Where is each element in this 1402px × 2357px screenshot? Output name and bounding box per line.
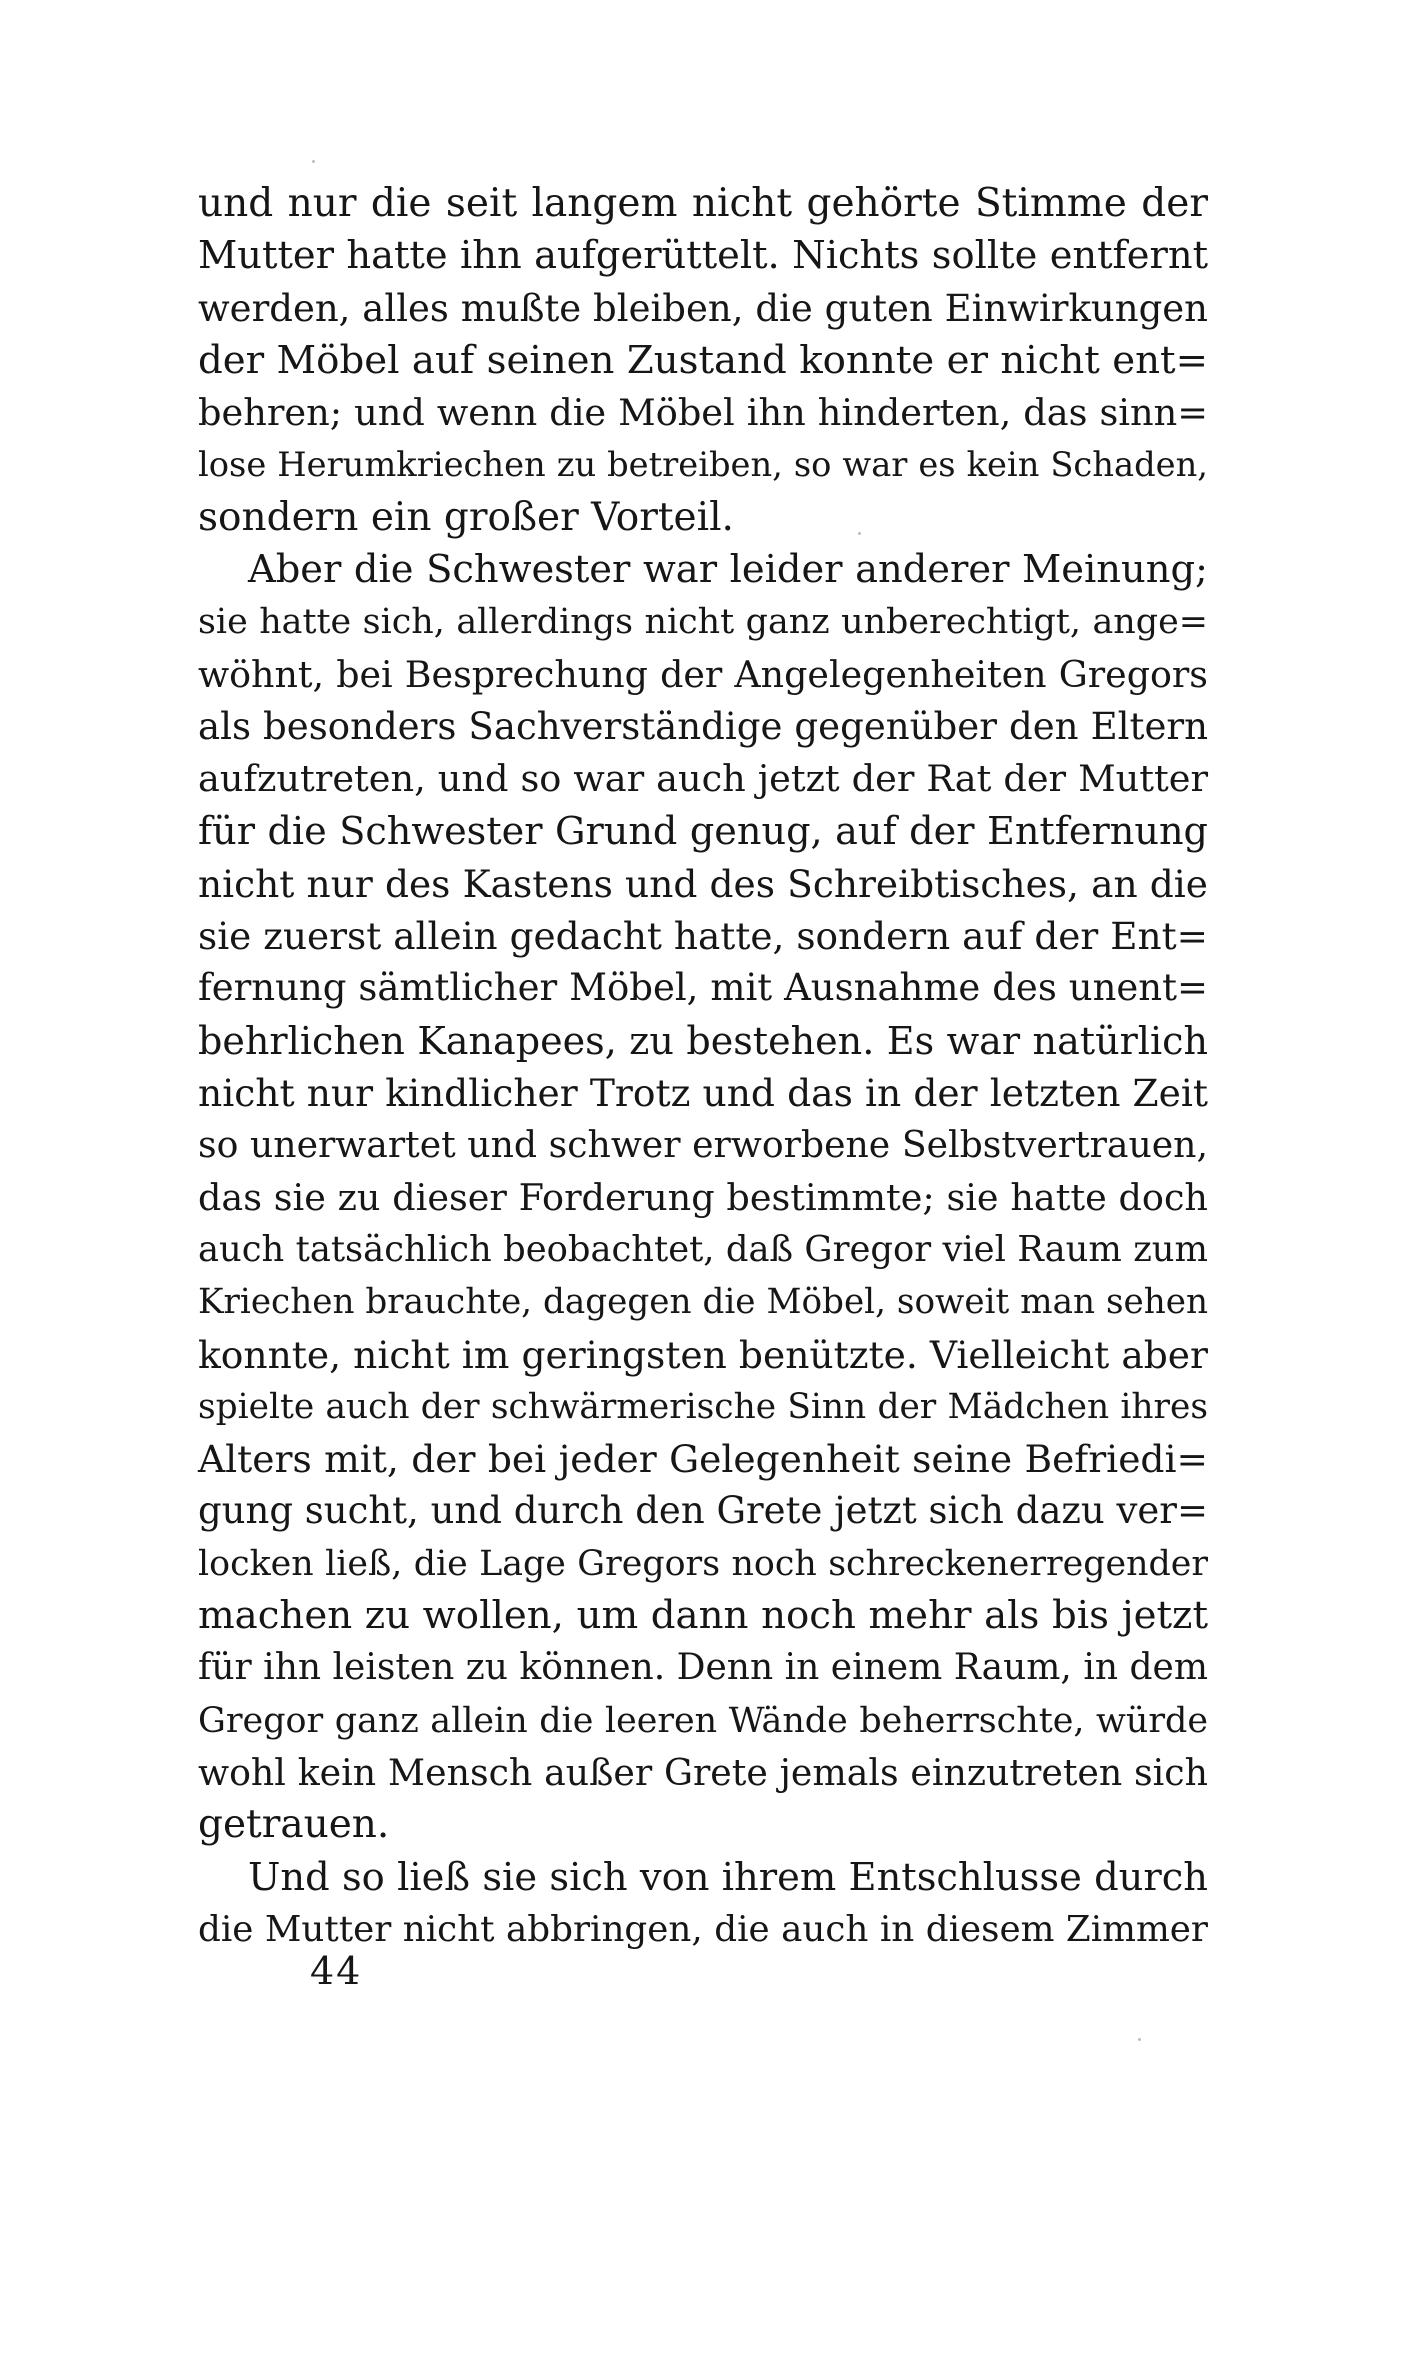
text-line: sondern ein großer Vorteil. (198, 494, 734, 540)
text-line: auch tatsächlich beobachtet, daß Gregor viel Raum zum (198, 1228, 1208, 1270)
text-line: aufzutreten, und so war auch jetzt der Rat der Mutter (198, 757, 1208, 801)
paper-speck (858, 532, 861, 535)
text-line: Alters mit, der bei jeder Gelegenheit seine Befriedi= (198, 1437, 1208, 1482)
text-line: der Möbel auf seinen Zustand konnte er nicht ent= (198, 337, 1208, 383)
text-line: werden, alles mußte bleiben, die guten Einwirkungen (198, 286, 1208, 330)
text-line: Mutter hatte ihn aufgerüttelt. Nichts sollte entfernt (198, 233, 1208, 279)
text-line: spielte auch der schwärmerische Sinn der Mädchen ihres (198, 1386, 1208, 1427)
paper-speck (312, 160, 315, 163)
text-line: und nur die seit langem nicht gehörte Stimme der (198, 181, 1208, 226)
text-line: behrlichen Kanapees, zu bestehen. Es war natürlich (198, 1018, 1208, 1063)
text-line: konnte, nicht im geringsten benützte. Vielleicht aber (198, 1332, 1208, 1377)
text-line: sie hatte sich, allerdings nicht ganz unberechtigt, ange= (198, 602, 1208, 643)
text-line: Und so ließ sie sich von ihrem Entschlusse durch (248, 1854, 1208, 1900)
text-line: das sie zu dieser Forderung bestimmte; sie hatte doch (198, 1175, 1208, 1219)
text-line: fernung sämtlicher Möbel, mit Ausnahme des unent= (198, 966, 1208, 1010)
text-line: gung sucht, und durch den Grete jetzt sich dazu ver= (198, 1489, 1208, 1533)
text-line: als besonders Sachverständige gegenüber den Eltern (198, 704, 1208, 748)
text-line: die Mutter nicht abbringen, die auch in diesem Zimmer (198, 1908, 1208, 1950)
text-line: für ihn leisten zu können. Denn in einem Raum, in dem (198, 1647, 1208, 1689)
text-line: so unerwartet und schwer erworbene Selbstvertrauen, (198, 1123, 1208, 1167)
text-line: locken ließ, die Lage Gregors noch schreckenerregender (198, 1543, 1208, 1584)
text-line: wöhnt, bei Besprechung der Angelegenheiten Gregors (198, 652, 1208, 696)
text-line: lose Herumkriechen zu betreiben, so war es kein Schaden, (198, 445, 1208, 485)
text-line: Gregor ganz allein die leeren Wände beherrschte, würde (198, 1700, 1208, 1741)
text-line: machen zu wollen, um dann noch mehr als bis jetzt (198, 1593, 1208, 1639)
text-line: Aber die Schwester war leider anderer Meinung; (248, 547, 1208, 593)
paper-speck (1138, 2038, 1141, 2041)
page-number: 44 (310, 1949, 363, 1993)
text-line: behren; und wenn die Möbel ihn hinderten, das sinn= (198, 391, 1208, 435)
text-line: wohl kein Mensch außer Grete jemals einzutreten sich (198, 1750, 1208, 1794)
text-line: Kriechen brauchte, dagegen die Möbel, soweit man sehen (198, 1282, 1208, 1323)
text-line: nicht nur kindlicher Trotz und das in der letzten Zeit (198, 1071, 1208, 1116)
text-line: getrauen. (198, 1802, 390, 1848)
body-text (198, 178, 1208, 1956)
text-line: für die Schwester Grund genug, auf der Entfernung (198, 809, 1208, 854)
text-line: nicht nur des Kastens und des Schreibtisches, an die (198, 861, 1208, 906)
text-line: sie zuerst allein gedacht hatte, sondern auf der Ent= (198, 914, 1208, 959)
